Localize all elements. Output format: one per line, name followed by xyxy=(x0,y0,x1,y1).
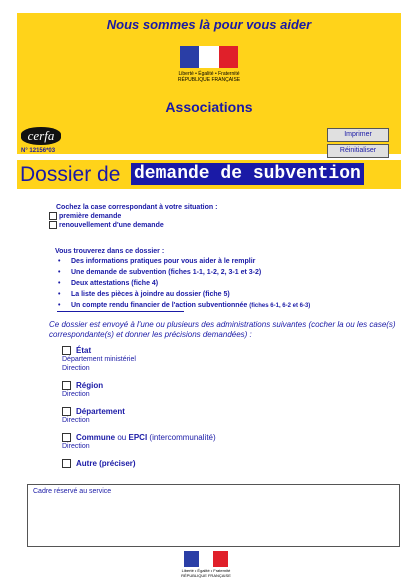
french-flag-icon xyxy=(180,46,238,68)
checkbox-icon[interactable] xyxy=(62,433,71,442)
list-item: • Une demande de subvention (fiches 1-1, 1-2, 2, 3-1 et 3-2) xyxy=(58,267,310,278)
situation-instruction: Cochez la case correspondant à votre situation : xyxy=(56,204,218,211)
subtitle-highlight: demande de subvention xyxy=(131,163,364,185)
subtitle-band xyxy=(17,160,401,189)
checkbox-icon[interactable] xyxy=(49,221,57,229)
separator xyxy=(57,311,184,312)
contents-list xyxy=(58,256,310,311)
checkbox-icon[interactable] xyxy=(62,459,71,468)
option-first-request[interactable]: première demande xyxy=(49,212,121,220)
option-renewal[interactable]: renouvellement d'une demande xyxy=(49,221,164,229)
subtitle-prefix: Dossier de xyxy=(20,163,121,186)
list-item: • Un compte rendu financier de l'action subventionnée (fiches 6-1, 6-2 et 6-3) xyxy=(58,300,310,311)
departement-direction: Direction xyxy=(62,417,90,424)
checkbox-icon[interactable] xyxy=(49,212,57,220)
contents-heading: Vous trouverez dans ce dossier : xyxy=(55,248,165,255)
list-item: • Deux attestations (fiche 4) xyxy=(58,278,310,289)
admin-region[interactable]: Région xyxy=(62,381,103,390)
republic-motto: Liberté • Égalité • Fraternité RÉPUBLIQUE FRANÇAISE xyxy=(177,71,241,83)
intro-text: Ce dossier est envoyé à l'une ou plusieurs des administrations suivantes (cocher la ou les case(s) correspondante(s) et donner les précisions demandées) : xyxy=(49,320,396,339)
etat-ministry: Département ministériel xyxy=(62,356,136,363)
admin-autre[interactable]: Autre (préciser) xyxy=(62,459,136,468)
admin-etat[interactable]: État xyxy=(62,346,91,355)
header-title: Nous sommes là pour vous aider xyxy=(106,17,312,32)
cerfa-logo: cerfa xyxy=(21,127,61,145)
checkbox-icon[interactable] xyxy=(62,407,71,416)
list-item: • Des informations pratiques pour vous aider à le remplir xyxy=(58,256,310,267)
french-flag-icon xyxy=(184,551,228,567)
admin-commune[interactable]: Commune ou EPCI (intercommunalité) xyxy=(62,433,216,442)
section-title: Associations xyxy=(165,99,253,115)
header-band xyxy=(17,13,401,154)
list-item: • La liste des pièces à joindre au dossier (fiche 5) xyxy=(58,289,310,300)
service-box[interactable] xyxy=(27,484,400,547)
checkbox-icon[interactable] xyxy=(62,381,71,390)
checkbox-icon[interactable] xyxy=(62,346,71,355)
cerfa-number: N° 12156*03 xyxy=(21,148,56,154)
admin-departement[interactable]: Département xyxy=(62,407,125,416)
reset-button[interactable]: Réinitialiser xyxy=(327,144,389,158)
region-direction: Direction xyxy=(62,391,90,398)
republic-motto-bottom: Liberté • Égalité • Fraternité RÉPUBLIQUE FRANÇAISE xyxy=(181,568,231,578)
commune-direction: Direction xyxy=(62,443,90,450)
service-box-label: Cadre réservé au service xyxy=(33,488,112,495)
etat-direction: Direction xyxy=(62,365,90,372)
print-button[interactable]: Imprimer xyxy=(327,128,389,142)
